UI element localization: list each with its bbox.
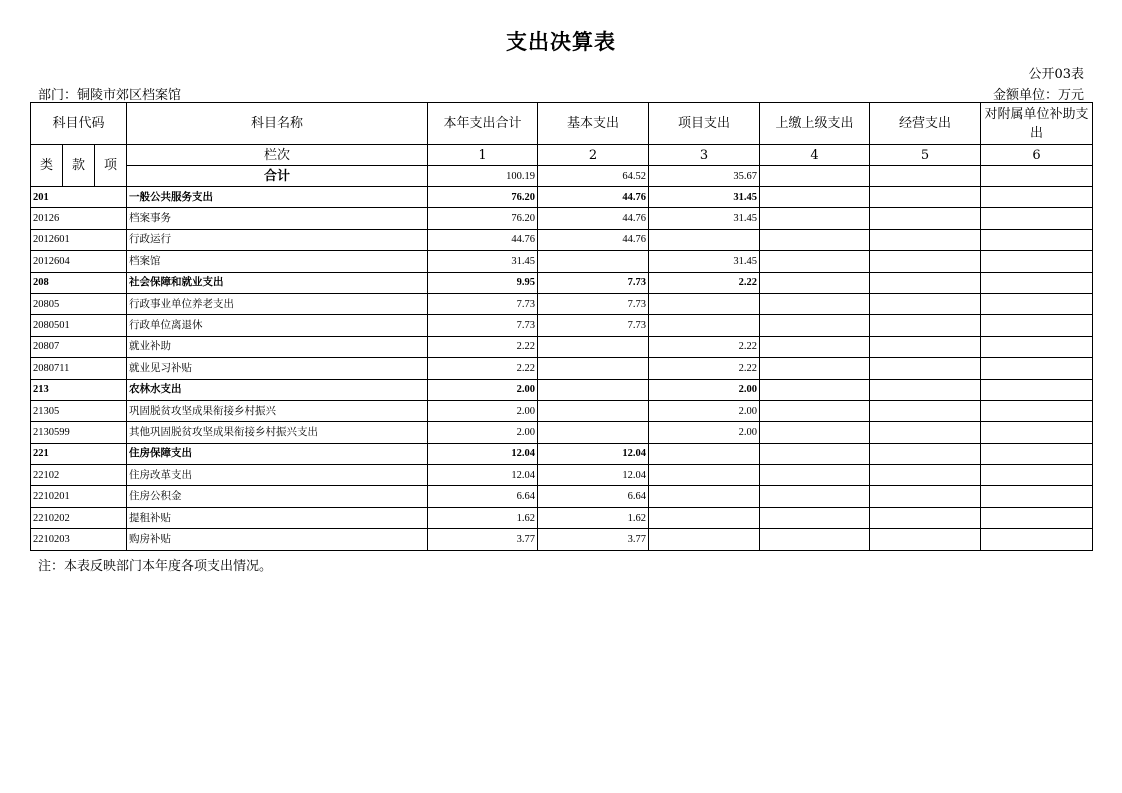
row-upper xyxy=(760,358,870,379)
row-code: 2080501 xyxy=(31,315,127,336)
row-total: 6.64 xyxy=(428,486,538,507)
row-basic xyxy=(538,422,649,443)
row-total: 1.62 xyxy=(428,507,538,528)
table-row xyxy=(31,251,1093,272)
row-business xyxy=(870,358,981,379)
column-number-6: 6 xyxy=(981,145,1093,166)
row-total: 2.22 xyxy=(428,358,538,379)
row-project: 2.00 xyxy=(649,379,760,400)
row-business xyxy=(870,315,981,336)
row-name: 档案馆 xyxy=(127,251,428,272)
header-basic: 基本支出 xyxy=(538,103,649,145)
row-project: 2.22 xyxy=(649,358,760,379)
page-title: 支出决算表 xyxy=(506,30,616,54)
footnote: 注：本表反映部门本年度各项支出情况。 xyxy=(38,559,273,574)
row-upper xyxy=(760,251,870,272)
row-basic: 3.77 xyxy=(538,529,649,550)
table-row xyxy=(31,529,1093,550)
row-total: 31.45 xyxy=(428,251,538,272)
row-subsidy xyxy=(981,486,1093,507)
row-subsidy xyxy=(981,315,1093,336)
row-code: 20126 xyxy=(31,208,127,229)
row-name: 行政单位离退休 xyxy=(127,315,428,336)
row-business xyxy=(870,400,981,421)
row-upper xyxy=(760,465,870,486)
row-upper xyxy=(760,529,870,550)
row-upper xyxy=(760,400,870,421)
expenditure-table xyxy=(30,102,1093,551)
unit-label: 金额单位：万元 xyxy=(992,88,1084,103)
row-name: 其他巩固脱贫攻坚成果衔接乡村振兴支出 xyxy=(127,422,428,443)
row-subsidy xyxy=(981,443,1093,464)
row-project xyxy=(649,229,760,250)
total-label: 合计 xyxy=(127,166,428,187)
row-basic: 44.76 xyxy=(538,208,649,229)
row-subsidy xyxy=(981,422,1093,443)
row-upper xyxy=(760,315,870,336)
row-business xyxy=(870,529,981,550)
row-code: 2130599 xyxy=(31,422,127,443)
row-subsidy xyxy=(981,358,1093,379)
row-name: 就业见习补贴 xyxy=(127,358,428,379)
row-code: 221 xyxy=(31,443,127,464)
total-basic: 64.52 xyxy=(538,166,649,187)
row-subsidy xyxy=(981,187,1093,208)
row-total: 7.73 xyxy=(428,315,538,336)
table-row xyxy=(31,400,1093,421)
row-code: 208 xyxy=(31,272,127,293)
row-business xyxy=(870,507,981,528)
row-code: 2080711 xyxy=(31,358,127,379)
row-name: 社会保障和就业支出 xyxy=(127,272,428,293)
row-subsidy xyxy=(981,208,1093,229)
header-name: 科目名称 xyxy=(127,103,428,145)
table-row xyxy=(31,229,1093,250)
table-row xyxy=(31,465,1093,486)
row-project: 2.22 xyxy=(649,272,760,293)
header-subsidy: 对附属单位补助支出 xyxy=(981,103,1093,145)
row-basic: 7.73 xyxy=(538,272,649,293)
row-name: 住房改革支出 xyxy=(127,465,428,486)
row-subsidy xyxy=(981,336,1093,357)
row-name: 农林水支出 xyxy=(127,379,428,400)
row-upper xyxy=(760,293,870,314)
row-business xyxy=(870,229,981,250)
row-total: 44.76 xyxy=(428,229,538,250)
row-upper xyxy=(760,422,870,443)
row-basic xyxy=(538,358,649,379)
row-basic xyxy=(538,251,649,272)
table-row xyxy=(31,358,1093,379)
total-subsidy xyxy=(981,166,1093,187)
row-upper xyxy=(760,336,870,357)
header-business: 经营支出 xyxy=(870,103,981,145)
row-code: 2012604 xyxy=(31,251,127,272)
row-subsidy xyxy=(981,379,1093,400)
table-row xyxy=(31,293,1093,314)
row-basic: 12.04 xyxy=(538,465,649,486)
table-row xyxy=(31,208,1093,229)
row-upper xyxy=(760,229,870,250)
row-basic: 7.73 xyxy=(538,315,649,336)
row-project xyxy=(649,443,760,464)
row-code: 21305 xyxy=(31,400,127,421)
row-name: 行政事业单位养老支出 xyxy=(127,293,428,314)
row-upper xyxy=(760,272,870,293)
row-upper xyxy=(760,379,870,400)
table-row xyxy=(31,315,1093,336)
row-total: 3.77 xyxy=(428,529,538,550)
row-business xyxy=(870,293,981,314)
header-upper: 上缴上级支出 xyxy=(760,103,870,145)
row-basic: 6.64 xyxy=(538,486,649,507)
row-subsidy xyxy=(981,229,1093,250)
subheader-xiang: 项 xyxy=(95,145,127,187)
row-business xyxy=(870,208,981,229)
row-upper xyxy=(760,208,870,229)
row-subsidy xyxy=(981,465,1093,486)
subheader-lei: 类 xyxy=(31,145,63,187)
row-name: 一般公共服务支出 xyxy=(127,187,428,208)
row-total: 2.22 xyxy=(428,336,538,357)
row-basic: 44.76 xyxy=(538,187,649,208)
table-row xyxy=(31,336,1093,357)
row-basic xyxy=(538,379,649,400)
row-upper xyxy=(760,486,870,507)
row-name: 住房公积金 xyxy=(127,486,428,507)
row-basic xyxy=(538,336,649,357)
row-code: 213 xyxy=(31,379,127,400)
table-row xyxy=(31,187,1093,208)
row-code: 201 xyxy=(31,187,127,208)
form-number: 公开03表 xyxy=(1028,67,1084,82)
subheader-lanci: 栏次 xyxy=(127,145,428,166)
row-basic xyxy=(538,400,649,421)
row-total: 2.00 xyxy=(428,379,538,400)
row-subsidy xyxy=(981,251,1093,272)
row-code: 2012601 xyxy=(31,229,127,250)
header-row xyxy=(31,103,1093,145)
row-business xyxy=(870,486,981,507)
row-subsidy xyxy=(981,529,1093,550)
row-project xyxy=(649,293,760,314)
row-code: 2210201 xyxy=(31,486,127,507)
header-code: 科目代码 xyxy=(31,103,127,145)
row-total: 76.20 xyxy=(428,187,538,208)
row-total: 9.95 xyxy=(428,272,538,293)
row-name: 就业补助 xyxy=(127,336,428,357)
row-total: 12.04 xyxy=(428,443,538,464)
row-code: 20805 xyxy=(31,293,127,314)
row-basic: 1.62 xyxy=(538,507,649,528)
row-project xyxy=(649,507,760,528)
row-project xyxy=(649,315,760,336)
row-name: 购房补贴 xyxy=(127,529,428,550)
row-business xyxy=(870,272,981,293)
table-row xyxy=(31,379,1093,400)
row-business xyxy=(870,465,981,486)
row-project: 31.45 xyxy=(649,187,760,208)
row-name: 住房保障支出 xyxy=(127,443,428,464)
row-upper xyxy=(760,507,870,528)
table-row xyxy=(31,443,1093,464)
total-row xyxy=(31,166,1093,187)
row-code: 2210203 xyxy=(31,529,127,550)
subheader-row xyxy=(31,145,1093,166)
row-name: 提租补贴 xyxy=(127,507,428,528)
total-business xyxy=(870,166,981,187)
row-project: 2.00 xyxy=(649,422,760,443)
table-row xyxy=(31,507,1093,528)
row-business xyxy=(870,443,981,464)
row-upper xyxy=(760,187,870,208)
department-label: 部门：铜陵市郊区档案馆 xyxy=(38,88,182,103)
header-total: 本年支出合计 xyxy=(428,103,538,145)
row-project xyxy=(649,465,760,486)
row-code: 22102 xyxy=(31,465,127,486)
row-total: 2.00 xyxy=(428,422,538,443)
column-number-1: 1 xyxy=(428,145,538,166)
row-code: 20807 xyxy=(31,336,127,357)
row-business xyxy=(870,187,981,208)
row-business xyxy=(870,379,981,400)
row-basic: 12.04 xyxy=(538,443,649,464)
row-project xyxy=(649,486,760,507)
row-subsidy xyxy=(981,507,1093,528)
total-amount: 100.19 xyxy=(428,166,538,187)
column-number-4: 4 xyxy=(760,145,870,166)
column-number-5: 5 xyxy=(870,145,981,166)
row-basic: 44.76 xyxy=(538,229,649,250)
row-subsidy xyxy=(981,400,1093,421)
row-project: 31.45 xyxy=(649,251,760,272)
column-number-2: 2 xyxy=(538,145,649,166)
subheader-kuan: 款 xyxy=(63,145,95,187)
table-row xyxy=(31,272,1093,293)
row-total: 76.20 xyxy=(428,208,538,229)
row-business xyxy=(870,251,981,272)
header-project: 项目支出 xyxy=(649,103,760,145)
row-project: 31.45 xyxy=(649,208,760,229)
row-code: 2210202 xyxy=(31,507,127,528)
row-upper xyxy=(760,443,870,464)
table-row xyxy=(31,486,1093,507)
row-business xyxy=(870,422,981,443)
row-project xyxy=(649,529,760,550)
row-name: 行政运行 xyxy=(127,229,428,250)
row-project: 2.00 xyxy=(649,400,760,421)
row-total: 2.00 xyxy=(428,400,538,421)
total-upper xyxy=(760,166,870,187)
table-row xyxy=(31,422,1093,443)
row-subsidy xyxy=(981,272,1093,293)
row-business xyxy=(870,336,981,357)
row-name: 巩固脱贫攻坚成果衔接乡村振兴 xyxy=(127,400,428,421)
row-subsidy xyxy=(981,293,1093,314)
row-name: 档案事务 xyxy=(127,208,428,229)
row-total: 7.73 xyxy=(428,293,538,314)
row-total: 12.04 xyxy=(428,465,538,486)
row-project: 2.22 xyxy=(649,336,760,357)
column-number-3: 3 xyxy=(649,145,760,166)
row-basic: 7.73 xyxy=(538,293,649,314)
total-project: 35.67 xyxy=(649,166,760,187)
